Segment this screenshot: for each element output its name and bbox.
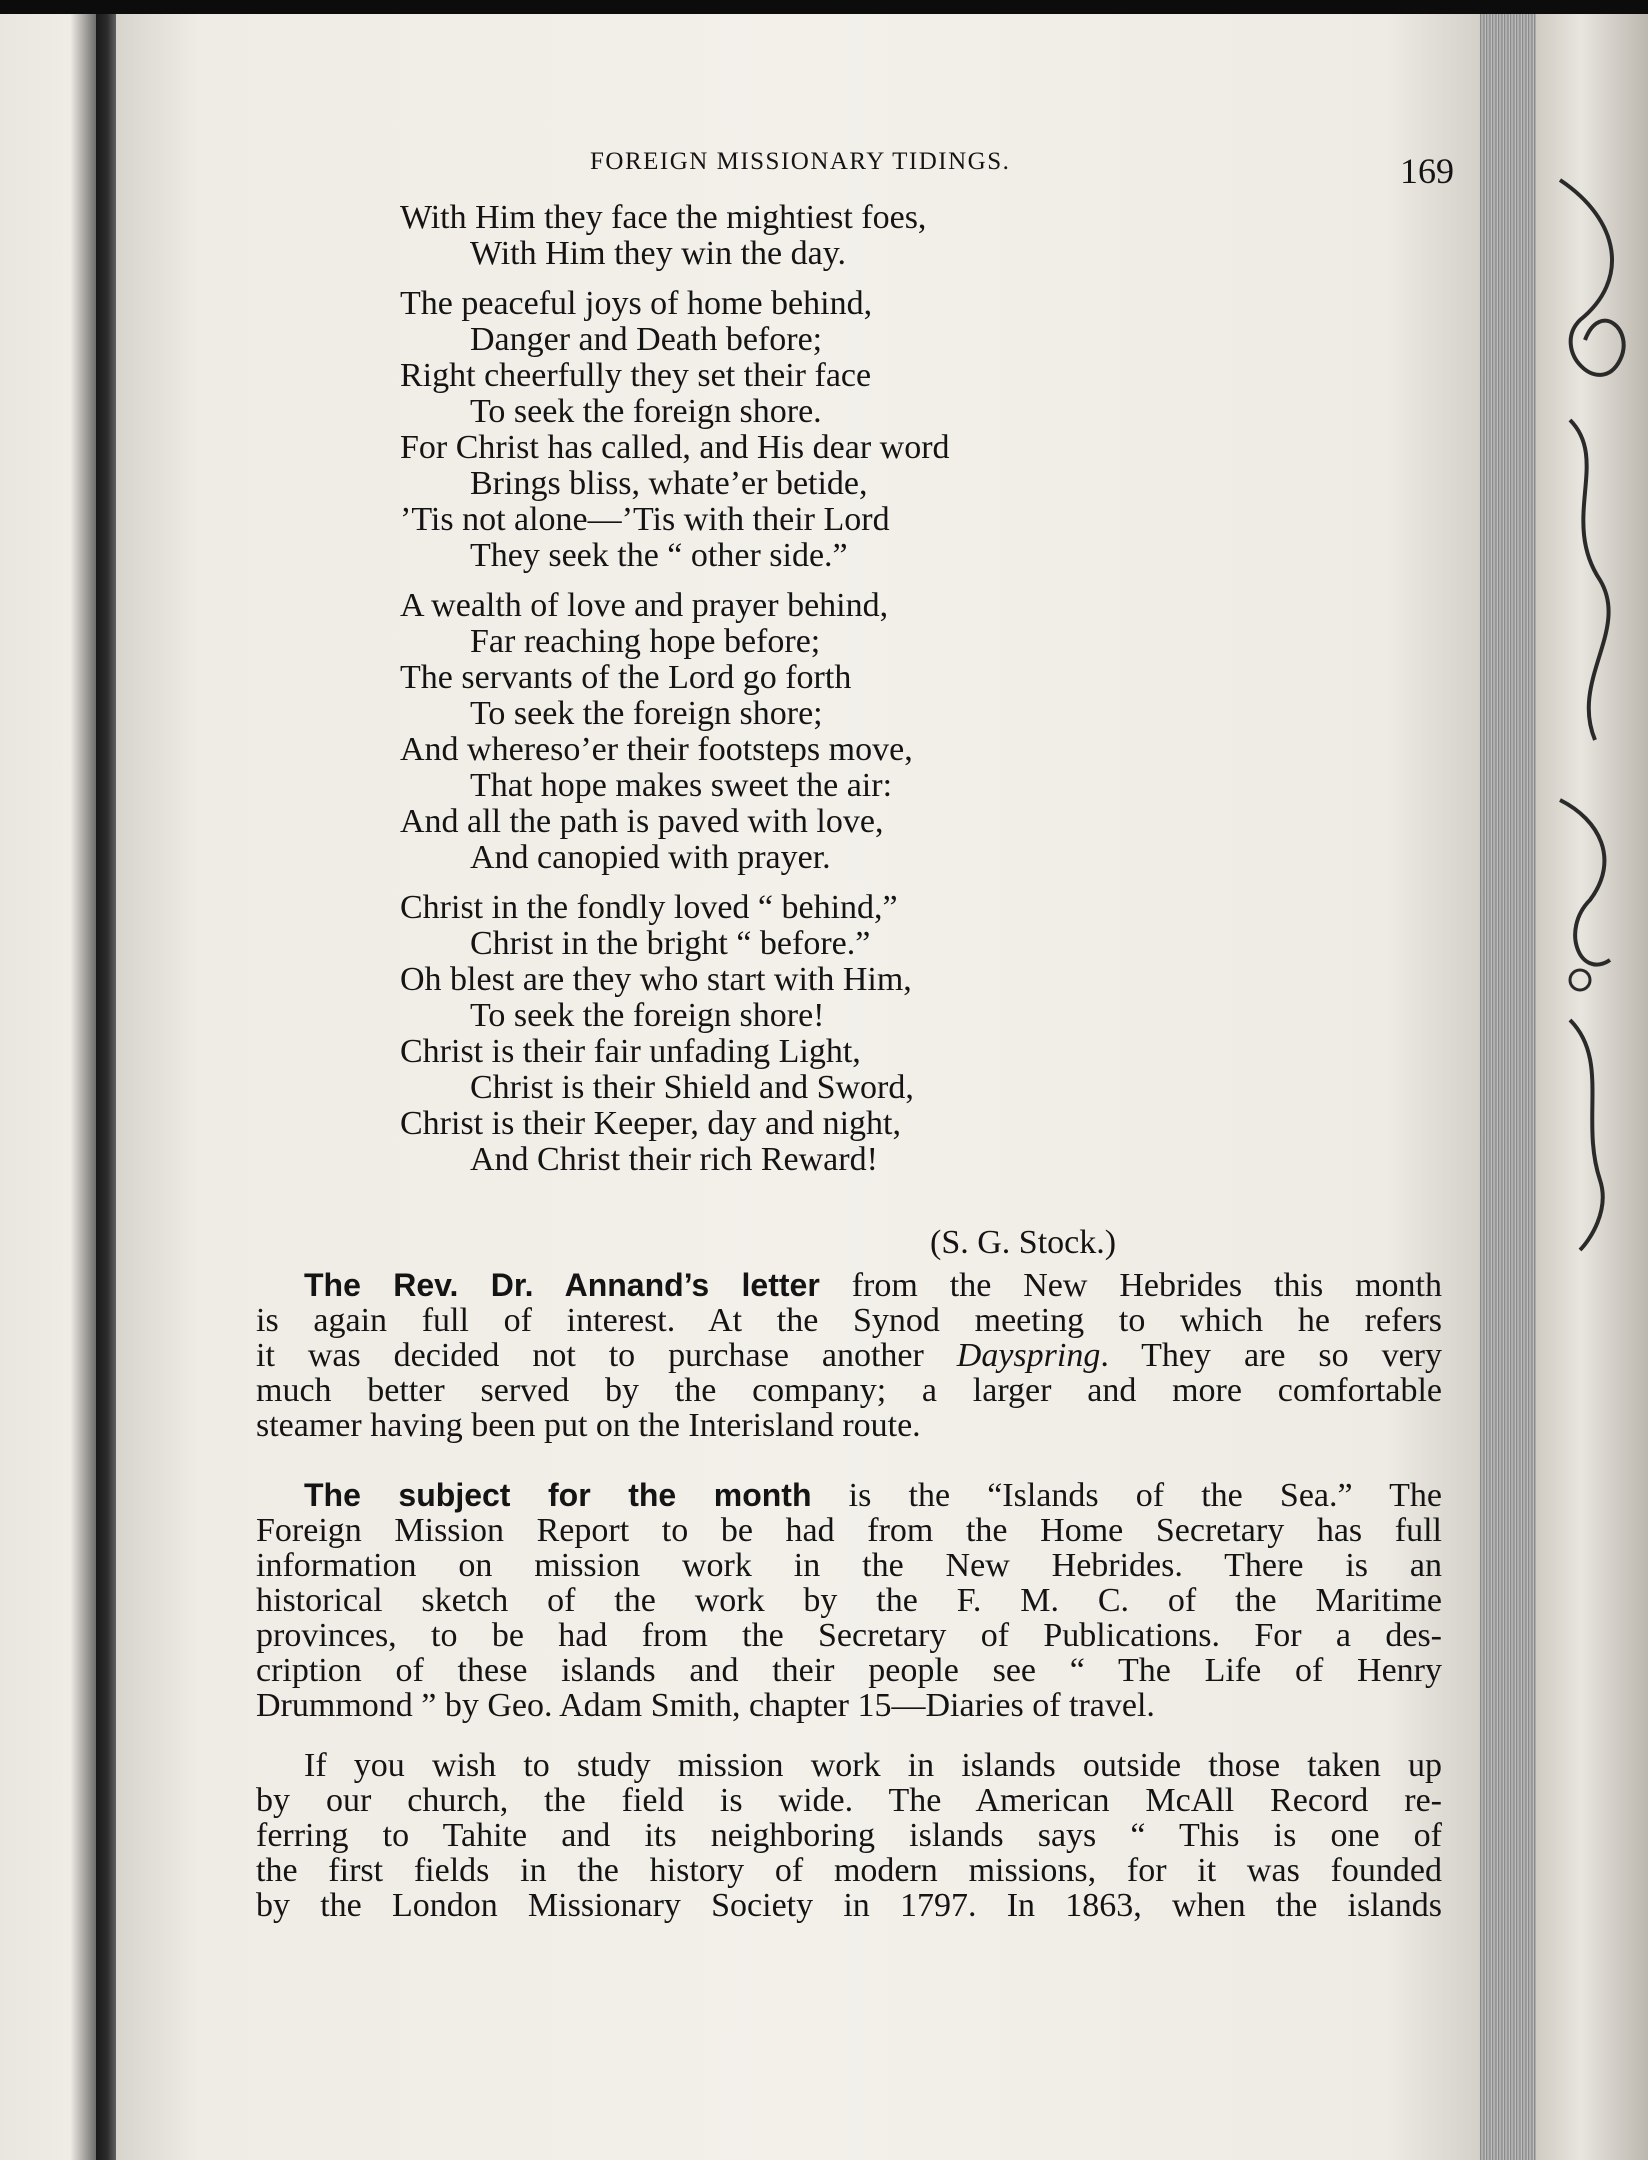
paragraph-line xyxy=(256,1338,1442,1373)
paragraph-text: is the “Islands of the Sea.” The xyxy=(811,1477,1443,1514)
paragraph-line: by our church, the field is wide. The American McAll Record re- xyxy=(256,1782,1442,1819)
paragraph-line xyxy=(256,1478,1442,1513)
paragraph-subject-for-month xyxy=(256,1478,1442,1723)
cover-ornament-icon xyxy=(1540,160,1640,1260)
paragraph-line: historical sketch of the work by the F. M. C. of the Maritime xyxy=(256,1582,1442,1619)
paragraph-text: it was decided not to purchase another xyxy=(256,1337,957,1374)
paragraph-line: Foreign Mission Report to be had from the Home Secretary has full xyxy=(256,1512,1442,1549)
paragraph-line: by the London Missionary Society in 1797. In 1863, when the islands xyxy=(256,1887,1442,1924)
poem-line: And all the path is paved with love, xyxy=(400,803,884,840)
paragraph-text: from the New Hebrides this month xyxy=(819,1267,1443,1304)
poem-line: That hope makes sweet the air: xyxy=(470,767,893,804)
poem-attribution: (S. G. Stock.) xyxy=(930,1224,1117,1261)
poem-line: The servants of the Lord go forth xyxy=(400,659,852,696)
scan-top-border xyxy=(0,0,1648,14)
poem-stanza xyxy=(400,588,1300,876)
paragraph-line: If you wish to study mission work in islands outside those taken up xyxy=(304,1747,1442,1784)
poem-line: And Christ their rich Reward! xyxy=(470,1141,878,1178)
poem-line: Brings bliss, whate’er betide, xyxy=(470,465,868,502)
poem-line: Christ is their Shield and Sword, xyxy=(470,1069,914,1106)
paragraph-lead: The Rev. Dr. Annand’s letter xyxy=(304,1267,820,1303)
ship-name: Dayspring xyxy=(956,1337,1101,1374)
poem-line: Danger and Death before; xyxy=(470,321,823,358)
paragraph-line: provinces, to be had from the Secretary of Publications. For a des- xyxy=(256,1617,1442,1654)
poem-line: To seek the foreign shore; xyxy=(470,695,823,732)
poem-line: With Him they face the mightiest foes, xyxy=(400,199,927,236)
poem-line: With Him they win the day. xyxy=(470,235,847,272)
page-number: 169 xyxy=(1400,151,1454,191)
paragraph-line: Drummond ” by Geo. Adam Smith, chapter 15—Diaries of travel. xyxy=(256,1687,1155,1724)
paragraph-islands-study xyxy=(256,1748,1442,1923)
poem-line: And canopied with prayer. xyxy=(470,839,831,876)
paragraph-text: . They are so very xyxy=(1100,1337,1442,1374)
poem-line: Christ in the fondly loved “ behind,” xyxy=(400,889,898,926)
poem-line: Oh blest are they who start with Him, xyxy=(400,961,912,998)
poem-line: To seek the foreign shore. xyxy=(470,393,822,430)
poem-stanza xyxy=(400,200,1300,272)
page-edge-stack xyxy=(1480,10,1536,2160)
poem-line: The peaceful joys of home behind, xyxy=(400,285,873,322)
paragraph-line: ferring to Tahite and its neighboring islands says “ This is one of xyxy=(256,1817,1442,1854)
poem-line: They seek the “ other side.” xyxy=(470,537,848,574)
poem-line: For Christ has called, and His dear word xyxy=(400,429,950,466)
poem-line: Far reaching hope before; xyxy=(470,623,821,660)
poem-line: ’Tis not alone—’Tis with their Lord xyxy=(400,501,890,538)
paragraph-annand-letter xyxy=(256,1268,1442,1443)
poem xyxy=(400,200,1300,1192)
book-gutter xyxy=(96,0,118,2160)
poem-line: Christ in the bright “ before.” xyxy=(470,925,871,962)
poem-line: And whereso’er their footsteps move, xyxy=(400,731,913,768)
running-head: FOREIGN MISSIONARY TIDINGS. xyxy=(590,148,1011,175)
paragraph-lead: The subject for the month xyxy=(304,1477,812,1513)
poem-line: Christ is their fair unfading Light, xyxy=(400,1033,861,1070)
paragraph-line: steamer having been put on the Interisland route. xyxy=(256,1407,921,1444)
facing-page-edge xyxy=(0,0,100,2160)
poem-line: A wealth of love and prayer behind, xyxy=(400,587,889,624)
poem-stanza xyxy=(400,286,1300,574)
poem-line: To seek the foreign shore! xyxy=(470,997,825,1034)
paragraph-line: information on mission work in the New Hebrides. There is an xyxy=(256,1547,1442,1584)
poem-line: Christ is their Keeper, day and night, xyxy=(400,1105,901,1142)
poem-line: Right cheerfully they set their face xyxy=(400,357,872,394)
paragraph-line: much better served by the company; a larger and more comfortable xyxy=(256,1372,1442,1409)
paragraph-line: is again full of interest. At the Synod meeting to which he refers xyxy=(256,1302,1442,1339)
poem-stanza xyxy=(400,890,1300,1178)
paragraph-line xyxy=(256,1268,1442,1303)
paragraph-line: cription of these islands and their people see “ The Life of Henry xyxy=(256,1652,1442,1689)
paragraph-line: the first fields in the history of modern missions, for it was founded xyxy=(256,1852,1442,1889)
